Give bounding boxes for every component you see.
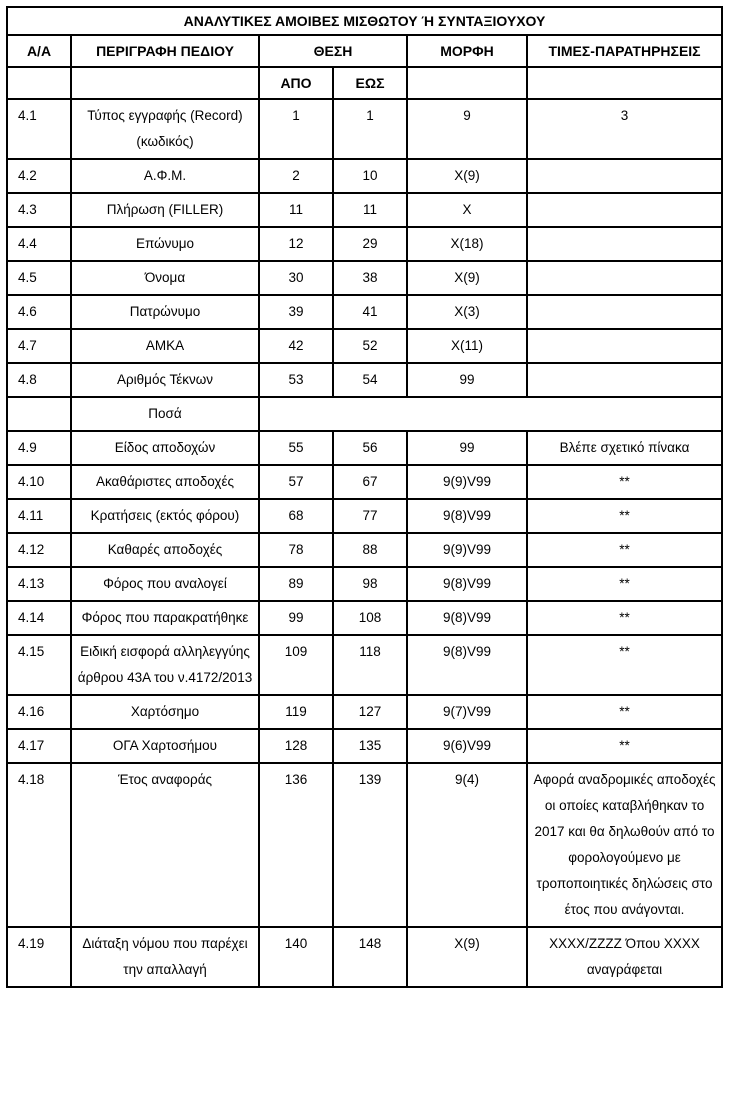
row-aa: 4.10 — [7, 465, 71, 499]
col-from-header: ΑΠΟ — [259, 67, 333, 99]
row-aa: 4.4 — [7, 227, 71, 261]
row-from: 140 — [259, 927, 333, 987]
row-format: X(18) — [407, 227, 527, 261]
col-position-header: ΘΕΣΗ — [259, 35, 407, 67]
row-to: 1 — [333, 99, 407, 159]
row-aa: 4.14 — [7, 601, 71, 635]
row-to: 148 — [333, 927, 407, 987]
row-notes: ** — [527, 695, 722, 729]
row-notes: Αφορά αναδρομικές αποδοχές οι οποίες καταβλήθηκαν το 2017 και θα δηλωθούν από το φορολογούμενο με τροποποιητικές δηλώσεις στο έτος που ανάγονται. — [527, 763, 722, 927]
row-aa: 4.11 — [7, 499, 71, 533]
table-row — [7, 635, 722, 695]
table-row — [7, 431, 722, 465]
row-to: 139 — [333, 763, 407, 927]
col-description-header: ΠΕΡΙΓΡΑΦΗ ΠΕΔΙΟΥ — [71, 35, 259, 67]
table-row — [7, 465, 722, 499]
row-aa: 4.7 — [7, 329, 71, 363]
row-to: 118 — [333, 635, 407, 695]
row-description: Τύπος εγγραφής (Record) (κωδικός) — [71, 99, 259, 159]
table-row — [7, 193, 722, 227]
row-aa: 4.13 — [7, 567, 71, 601]
sub-empty-notes — [527, 67, 722, 99]
row-format: X(3) — [407, 295, 527, 329]
row-notes: XXXX/ZZZZ Όπου XXXX αναγράφεται — [527, 927, 722, 987]
row-description: Ακαθάριστες αποδοχές — [71, 465, 259, 499]
row-aa: 4.3 — [7, 193, 71, 227]
table-row — [7, 363, 722, 397]
row-notes — [527, 295, 722, 329]
row-aa: 4.1 — [7, 99, 71, 159]
row-aa: 4.5 — [7, 261, 71, 295]
table-row — [7, 99, 722, 159]
row-description: ΟΓΑ Χαρτοσήμου — [71, 729, 259, 763]
row-to: 127 — [333, 695, 407, 729]
row-to: 41 — [333, 295, 407, 329]
row-from: 119 — [259, 695, 333, 729]
row-notes — [527, 159, 722, 193]
row-to: 54 — [333, 363, 407, 397]
row-aa: 4.8 — [7, 363, 71, 397]
row-description: Πατρώνυμο — [71, 295, 259, 329]
row-description: Καθαρές αποδοχές — [71, 533, 259, 567]
row-to: 135 — [333, 729, 407, 763]
row-from: 42 — [259, 329, 333, 363]
row-to: 29 — [333, 227, 407, 261]
row-notes: 3 — [527, 99, 722, 159]
row-from: 99 — [259, 601, 333, 635]
row-format: 9 — [407, 99, 527, 159]
table-row — [7, 695, 722, 729]
row-notes: ** — [527, 499, 722, 533]
row-from: 12 — [259, 227, 333, 261]
col-format-header: ΜΟΡΦΗ — [407, 35, 527, 67]
table-row — [7, 499, 722, 533]
row-from: 2 — [259, 159, 333, 193]
table-row — [7, 159, 722, 193]
row-from: 11 — [259, 193, 333, 227]
row-format: 9(8)V99 — [407, 567, 527, 601]
table-row — [7, 533, 722, 567]
row-from: 1 — [259, 99, 333, 159]
row-format: 99 — [407, 431, 527, 465]
row-aa: 4.12 — [7, 533, 71, 567]
row-from: 55 — [259, 431, 333, 465]
section-label: Ποσά — [71, 397, 259, 431]
row-from: 109 — [259, 635, 333, 695]
table-row — [7, 601, 722, 635]
row-to: 88 — [333, 533, 407, 567]
row-format: 9(8)V99 — [407, 635, 527, 695]
row-aa: 4.15 — [7, 635, 71, 695]
row-description: Είδος αποδοχών — [71, 431, 259, 465]
row-from: 128 — [259, 729, 333, 763]
row-description: Έτος αναφοράς — [71, 763, 259, 927]
row-description: Φόρος που αναλογεί — [71, 567, 259, 601]
row-notes: ** — [527, 465, 722, 499]
sub-empty-desc — [71, 67, 259, 99]
row-from: 57 — [259, 465, 333, 499]
row-format: 9(6)V99 — [407, 729, 527, 763]
row-notes: ** — [527, 601, 722, 635]
row-to: 38 — [333, 261, 407, 295]
row-notes: ** — [527, 635, 722, 695]
row-format: 9(8)V99 — [407, 601, 527, 635]
table-row — [7, 295, 722, 329]
row-description: Α.Φ.Μ. — [71, 159, 259, 193]
section-row — [7, 397, 722, 431]
table-row — [7, 329, 722, 363]
row-format: 99 — [407, 363, 527, 397]
row-to: 77 — [333, 499, 407, 533]
row-format: X(11) — [407, 329, 527, 363]
row-to: 67 — [333, 465, 407, 499]
row-to: 52 — [333, 329, 407, 363]
col-notes-header: ΤΙΜΕΣ-ΠΑΡΑΤΗΡΗΣΕΙΣ — [527, 35, 722, 67]
row-notes: ** — [527, 729, 722, 763]
row-format: X(9) — [407, 261, 527, 295]
row-description: Κρατήσεις (εκτός φόρου) — [71, 499, 259, 533]
row-notes — [527, 261, 722, 295]
row-to: 10 — [333, 159, 407, 193]
sub-empty-aa — [7, 67, 71, 99]
row-format: 9(9)V99 — [407, 533, 527, 567]
row-description: ΑΜΚΑ — [71, 329, 259, 363]
row-description: Ειδική εισφορά αλληλεγγύης άρθρου 43Α του ν.4172/2013 — [71, 635, 259, 695]
row-aa: 4.2 — [7, 159, 71, 193]
table-row — [7, 729, 722, 763]
row-notes — [527, 193, 722, 227]
col-to-header: ΕΩΣ — [333, 67, 407, 99]
row-notes — [527, 363, 722, 397]
row-description: Φόρος που παρακρατήθηκε — [71, 601, 259, 635]
row-notes: Βλέπε σχετικό πίνακα — [527, 431, 722, 465]
row-to: 56 — [333, 431, 407, 465]
row-description: Διάταξη νόμου που παρέχει την απαλλαγή — [71, 927, 259, 987]
row-description: Όνομα — [71, 261, 259, 295]
row-to: 108 — [333, 601, 407, 635]
table-row — [7, 261, 722, 295]
row-description: Πλήρωση (FILLER) — [71, 193, 259, 227]
row-to: 98 — [333, 567, 407, 601]
row-from: 30 — [259, 261, 333, 295]
row-notes — [527, 227, 722, 261]
row-from: 78 — [259, 533, 333, 567]
row-description: Χαρτόσημο — [71, 695, 259, 729]
row-format: 9(4) — [407, 763, 527, 927]
row-from: 68 — [259, 499, 333, 533]
row-description: Αριθμός Τέκνων — [71, 363, 259, 397]
row-description: Επώνυμο — [71, 227, 259, 261]
row-format: 9(7)V99 — [407, 695, 527, 729]
table-row — [7, 567, 722, 601]
row-from: 39 — [259, 295, 333, 329]
row-aa: 4.16 — [7, 695, 71, 729]
row-aa: 4.19 — [7, 927, 71, 987]
row-aa: 4.6 — [7, 295, 71, 329]
row-aa: 4.9 — [7, 431, 71, 465]
table-row — [7, 227, 722, 261]
table-title: ΑΝΑΛΥΤΙΚΕΣ ΑΜΟΙΒΕΣ ΜΙΣΘΩΤΟΥ Ή ΣΥΝΤΑΞΙΟΥΧΟΥ — [7, 7, 722, 35]
row-from: 53 — [259, 363, 333, 397]
row-from: 136 — [259, 763, 333, 927]
row-format: X(9) — [407, 159, 527, 193]
record-layout-table — [6, 6, 723, 988]
col-aa-header: Α/Α — [7, 35, 71, 67]
row-format: X — [407, 193, 527, 227]
table-row — [7, 763, 722, 927]
row-format: 9(9)V99 — [407, 465, 527, 499]
row-to: 11 — [333, 193, 407, 227]
row-format: 9(8)V99 — [407, 499, 527, 533]
row-aa: 4.17 — [7, 729, 71, 763]
row-aa: 4.18 — [7, 763, 71, 927]
sub-empty-format — [407, 67, 527, 99]
row-notes: ** — [527, 533, 722, 567]
section-span-empty — [259, 397, 722, 431]
row-notes: ** — [527, 567, 722, 601]
row-from: 89 — [259, 567, 333, 601]
row-format: X(9) — [407, 927, 527, 987]
table-row — [7, 927, 722, 987]
row-notes — [527, 329, 722, 363]
section-aa-empty — [7, 397, 71, 431]
